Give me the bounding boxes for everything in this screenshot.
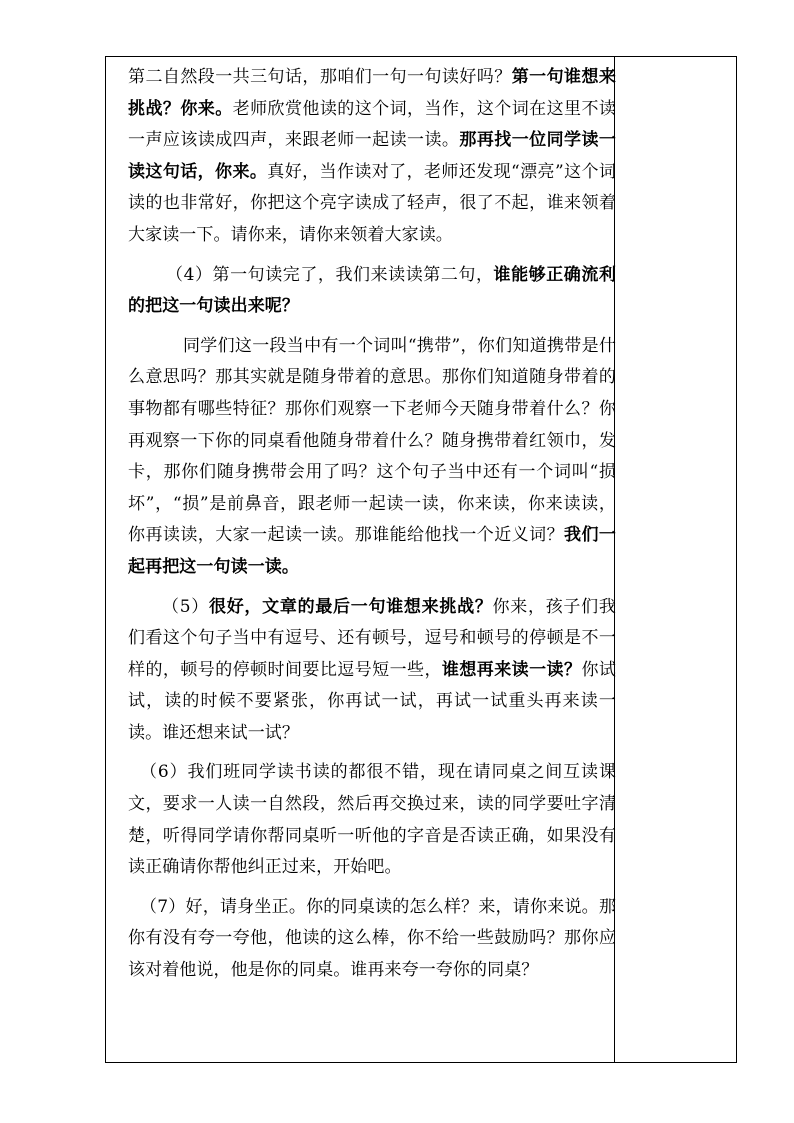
text-run: （5） (162, 596, 209, 617)
text-run: 你来，孩子们我们看这个句子当中有逗号、还有顿号，逗号和顿号的停顿是不一样的，顿号的停顿时间要比逗号短一些， (128, 596, 616, 680)
text-run-bold: 我们一起再把这一句读一读。 (128, 525, 616, 577)
paragraph-3 (128, 331, 616, 584)
text-run-bold: 谁能够正确流利的把这一句读出来呢？ (128, 264, 616, 317)
text-run: （4）第一句读完了，我们来读读第二句， (166, 264, 494, 285)
paragraph-2 (128, 260, 616, 323)
paragraph-1 (128, 62, 616, 252)
text-run: 老师欣赏他读的这个词，当作，这个词在这里不读一声应该读成四声，来跟老师一起读一读。 (128, 98, 616, 151)
text-run: 真好，当作读对了，老师还发现“漂亮”这个词读的也非常好，你把这个亮字读成了轻声，很了不起，谁来领着大家读一下。请你来，请你来领着大家读。 (128, 161, 616, 245)
paragraph-4 (128, 592, 616, 750)
text-run: （7）好，请身坐正。你的同桌读的怎么样？来，请你来说。那你有没有夸一夸他，他读的这么棒，你不给一些鼓励吗？那你应该对着他说，他是你的同桌。谁再来夸一夸你的同桌？ (128, 896, 616, 981)
text-run: 同学们这一段当中有一个词叫“携带”，你们知道携带是什么意思吗？那其实就是随身带着的意思。那你们知道随身带着的事物都有哪些特征？那你们观察一下老师今天随身带着什么？你再观察一下你的同桌看他随身带着什么？随身携带着红领巾，发卡，那你们随身携带会用了吗？这个句子当中还有一个词叫“损坏”，“损”是前鼻音，跟老师一起读一读，你来读，你来读读，你再读读，大家一起读一读。那谁能给他找一个近义词？ (128, 335, 616, 546)
text-run: 第二自然段一共三句话，那咱们一句一句读好吗？ (128, 67, 512, 87)
text-run-bold: 第一句谁想来挑战？你来。 (128, 67, 616, 119)
text-run-bold: 谁想再来读一读？ (441, 659, 582, 680)
text-run: 你试试，读的时候不要紧张，你再试一试，再试一试重头再来读一读。谁还想来试一试？ (128, 659, 616, 743)
lesson-text-cell (128, 62, 616, 1060)
paragraph-5 (128, 757, 616, 883)
paragraph-6 (128, 892, 616, 987)
text-run: （6）我们班同学读书读的都很不错，现在请同桌之间互读课文，要求一人读一自然段，然后再交换过来，读的同学要吐字清楚，听得同学请你帮同桌听一听他的字音是否读正确，如果没有读正确请你帮他纠正过来，开始吧。 (128, 762, 616, 878)
text-run-bold: 很好，文章的最后一句谁想来挑战？ (208, 596, 493, 617)
text-run-bold: 那再找一位同学读一读这句话，你来。 (128, 130, 616, 182)
